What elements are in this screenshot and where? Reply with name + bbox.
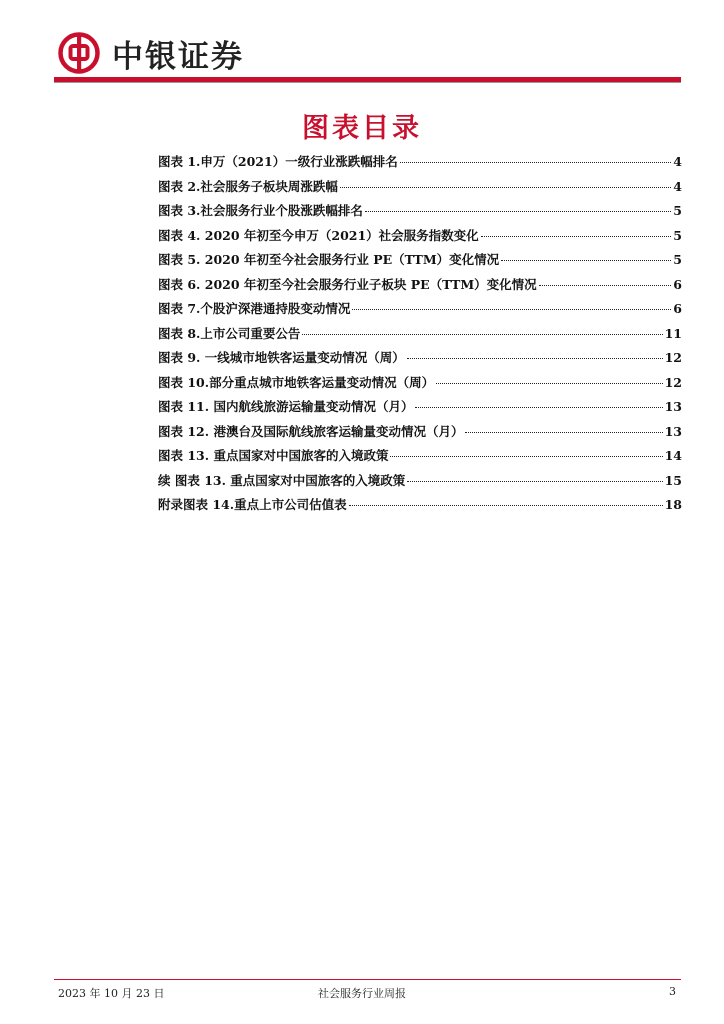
toc-entry[interactable] — [158, 471, 682, 496]
toc-entry[interactable] — [158, 397, 682, 422]
toc-dot-leader — [501, 260, 671, 261]
toc-entry[interactable] — [158, 324, 682, 349]
toc-entry-page: 11 — [664, 325, 682, 341]
toc-entry-page: 12 — [664, 374, 682, 390]
toc-entry[interactable] — [158, 250, 682, 275]
toc-entry-label: 图表 12. 港澳台及国际航线旅客运输量变动情况（月） — [158, 423, 464, 439]
toc-entry-label: 图表 7.个股沪深港通持股变动情况 — [158, 301, 351, 316]
report-header — [58, 30, 244, 76]
toc-dot-leader — [539, 285, 672, 286]
toc-entry[interactable] — [158, 177, 682, 202]
toc-entry[interactable] — [158, 226, 682, 251]
toc-entry-page: 13 — [664, 423, 682, 439]
toc-dot-leader — [365, 211, 671, 212]
toc-entry[interactable] — [158, 348, 682, 373]
toc-dot-leader — [302, 334, 662, 335]
toc-entry-label: 图表 6. 2020 年初至今社会服务行业子板块 PE（TTM）变化情况 — [158, 276, 537, 292]
toc-entry[interactable] — [158, 201, 682, 226]
toc-entry-page: 13 — [664, 399, 682, 414]
toc-entry-label: 附录图表 14.重点上市公司估值表 — [158, 497, 347, 512]
toc-entry-page: 5 — [673, 252, 682, 267]
toc-dot-leader — [340, 187, 671, 188]
toc-dot-leader — [465, 432, 662, 433]
toc-entry-page: 6 — [673, 301, 682, 316]
toc-entry-label: 图表 8.上市公司重要公告 — [158, 325, 301, 341]
toc-entry-page: 14 — [664, 448, 682, 463]
footer-report-type: 社会服务行业周报 — [318, 987, 406, 1000]
toc-entry[interactable] — [158, 299, 682, 324]
toc-entry-label: 图表 9. 一线城市地铁客运量变动情况（周） — [158, 350, 405, 365]
footer-page-number: 3 — [669, 985, 676, 998]
toc-entry-page: 4 — [673, 178, 682, 194]
toc-entry-page: 18 — [664, 497, 682, 512]
toc-entry-page: 15 — [664, 472, 682, 488]
toc-dot-leader — [407, 481, 662, 482]
toc-entry-label: 图表 11. 国内航线旅游运输量变动情况（月） — [158, 399, 414, 414]
footer-divider — [54, 979, 681, 980]
toc-entry-page: 5 — [673, 203, 682, 218]
header-divider-gray — [54, 82, 681, 83]
toc-entry[interactable] — [158, 446, 682, 471]
toc-dot-leader — [390, 456, 662, 457]
toc-entry-label: 图表 3.社会服务行业个股涨跌幅排名 — [158, 203, 363, 218]
brand-name: 中银证券 — [112, 38, 244, 75]
toc-dot-leader — [407, 358, 663, 359]
footer-date: 2023 年 10 月 23 日 — [58, 987, 165, 1000]
toc-entry[interactable] — [158, 275, 682, 300]
toc-entry-label: 续 图表 13. 重点国家对中国旅客的入境政策 — [158, 472, 406, 488]
toc-entry-label: 图表 5. 2020 年初至今社会服务行业 PE（TTM）变化情况 — [158, 252, 500, 267]
toc-dot-leader — [352, 309, 671, 310]
toc-entry-label: 图表 4. 2020 年初至今申万（2021）社会服务指数变化 — [158, 227, 479, 243]
toc-entry-page: 4 — [673, 154, 682, 169]
toc-entry-page: 5 — [673, 227, 682, 243]
toc-entry[interactable] — [158, 422, 682, 447]
toc-entry-label: 图表 10.部分重点城市地铁客运量变动情况（周） — [158, 374, 435, 390]
toc-entry-page: 12 — [664, 350, 682, 365]
toc-title: 图表目录 — [302, 113, 422, 144]
toc-dot-leader — [400, 162, 672, 163]
bank-of-china-logo-icon — [58, 32, 100, 74]
toc-entry[interactable] — [158, 373, 682, 398]
toc-dot-leader — [436, 383, 662, 384]
toc-entry[interactable] — [158, 495, 682, 520]
toc-entry-label: 图表 1.申万（2021）一级行业涨跌幅排名 — [158, 154, 398, 169]
toc-list — [158, 152, 682, 520]
toc-dot-leader — [415, 407, 662, 408]
toc-entry-label: 图表 13. 重点国家对中国旅客的入境政策 — [158, 448, 389, 463]
toc-entry[interactable] — [158, 152, 682, 177]
toc-entry-page: 6 — [673, 276, 682, 292]
toc-dot-leader — [481, 236, 672, 237]
toc-entry-label: 图表 2.社会服务子板块周涨跌幅 — [158, 178, 338, 194]
toc-dot-leader — [349, 505, 663, 506]
